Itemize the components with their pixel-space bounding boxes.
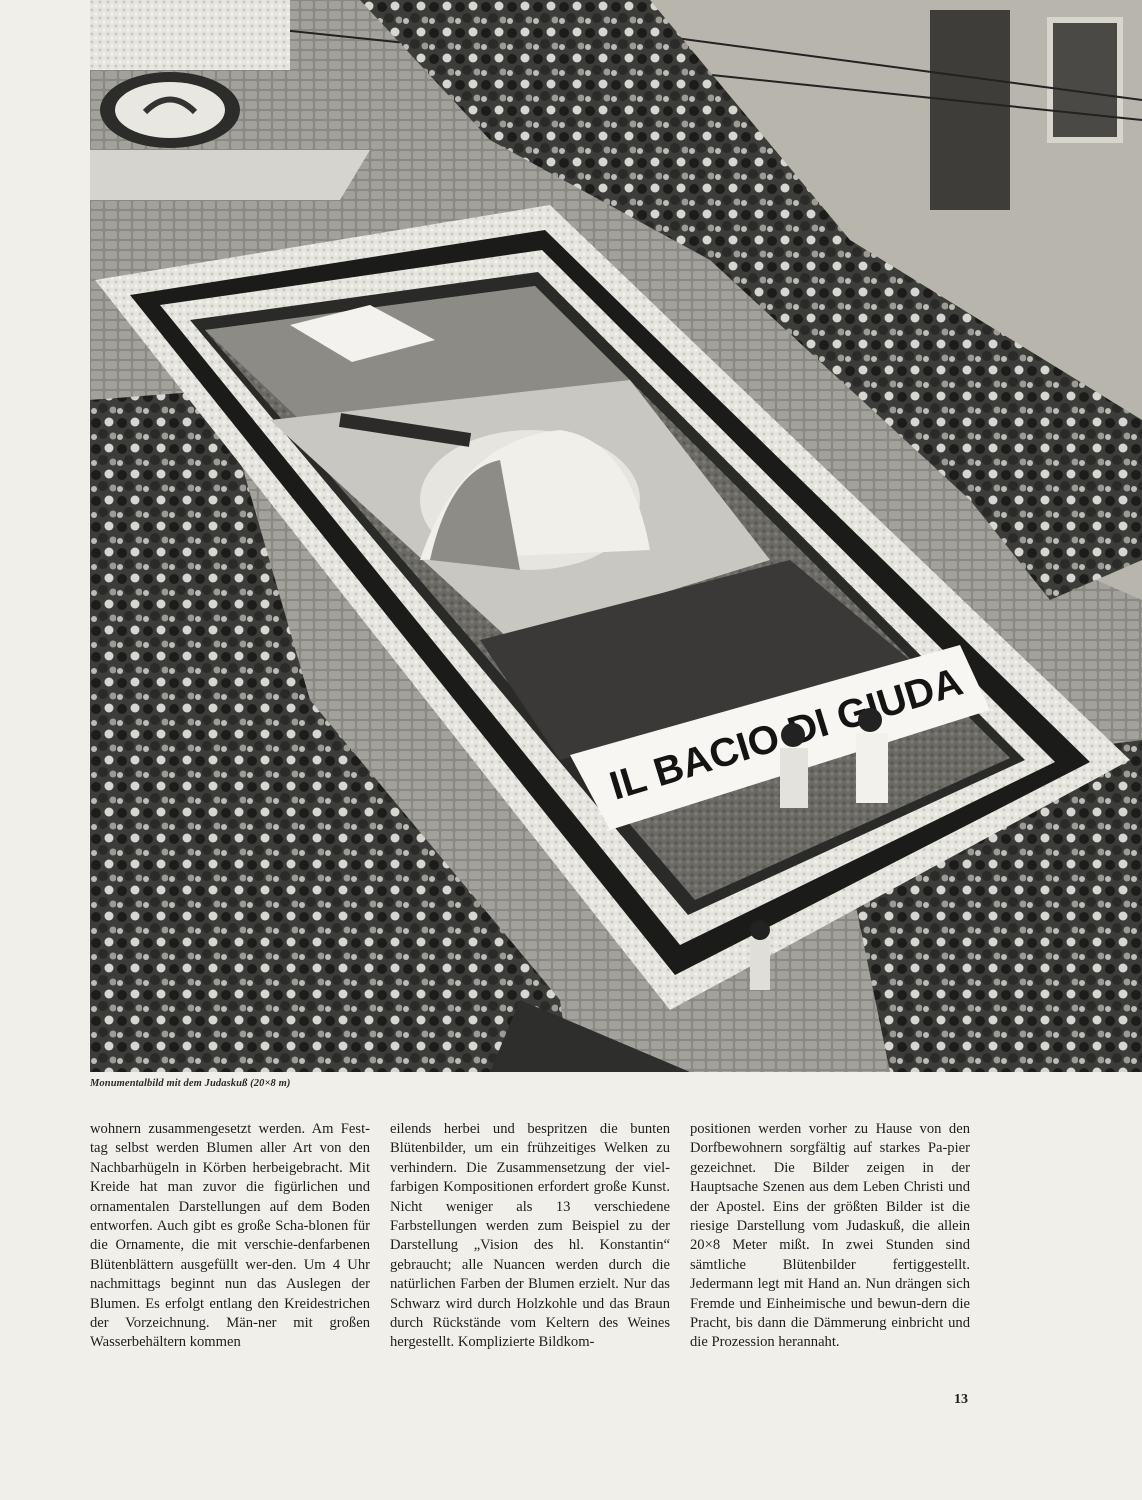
text-column-1: wohnern zusammengesetzt werden. Am Fest-tag selbst werden Blumen aller Art von den Nachbarhügeln in Körben herbeigebracht. Mit Kreide hat man zuvor die figürlichen und ornamentalen Darstellungen auf dem Boden entworfen. Auch gibt es große Scha-blonen für die Ornamente, die mit verschie-denfarbenen Blütenblättern ausgefüllt wer-den. Um 4 Uhr nachmittags beginnt nun das Auslegen der Blumen. Es erfolgt entlang den Kreidestrichen der Vorzeichnung. Män-ner mit großen Wasserbehältern kommen [90, 1121, 370, 1351]
photo-caption: Monumentalbild mit dem Judaskuß (20×8 m) [90, 1078, 291, 1089]
page-number: 13 [954, 1392, 968, 1407]
photograph-flower-carpet [90, 0, 1142, 1072]
carpet-banner-text: IL BACIO DI GIUDA [604, 659, 968, 809]
flower-carpet-illustration [90, 0, 1142, 1072]
article-body [90, 1120, 970, 1353]
text-column-2: eilends herbei und bespritzen die bunten Blütenbilder, um ein frühzeitiges Welken zu verhindern. Die Zusammensetzung der viel-farbigen Kompositionen erfordert große Kunst. Nicht weniger als 13 verschiedene Farbstellungen werden zum Beispiel zu der Darstellung „Vision des hl. Konstantin“ gebraucht; alle Nuancen werden durch die natürlichen Farben der Blumen erzielt. Nur das Schwarz wird durch Holzkohle und das Braun durch Rückstände vom Keltern des Weines hergestellt. Komplizierte Bildkom- [390, 1121, 670, 1351]
text-column-3: positionen werden vorher zu Hause von den Dorfbewohnern sorgfältig auf starkes Pa-pier gezeichnet. Die Bilder zeigen in der Hauptsache Szenen aus dem Leben Christi und der Apostel. Eins der größten Bilder ist die riesige Darstellung vom Judaskuß, die allein 20×8 Meter mißt. In zwei Stunden sind sämtliche Blütenbilder fertiggestellt. Jedermann legt mit Hand an. Nun drängen sich Fremde und Einheimische und bewun-dern die Pracht, bis dann die Dämmerung einbricht und die Prozession herannaht. [690, 1121, 970, 1351]
